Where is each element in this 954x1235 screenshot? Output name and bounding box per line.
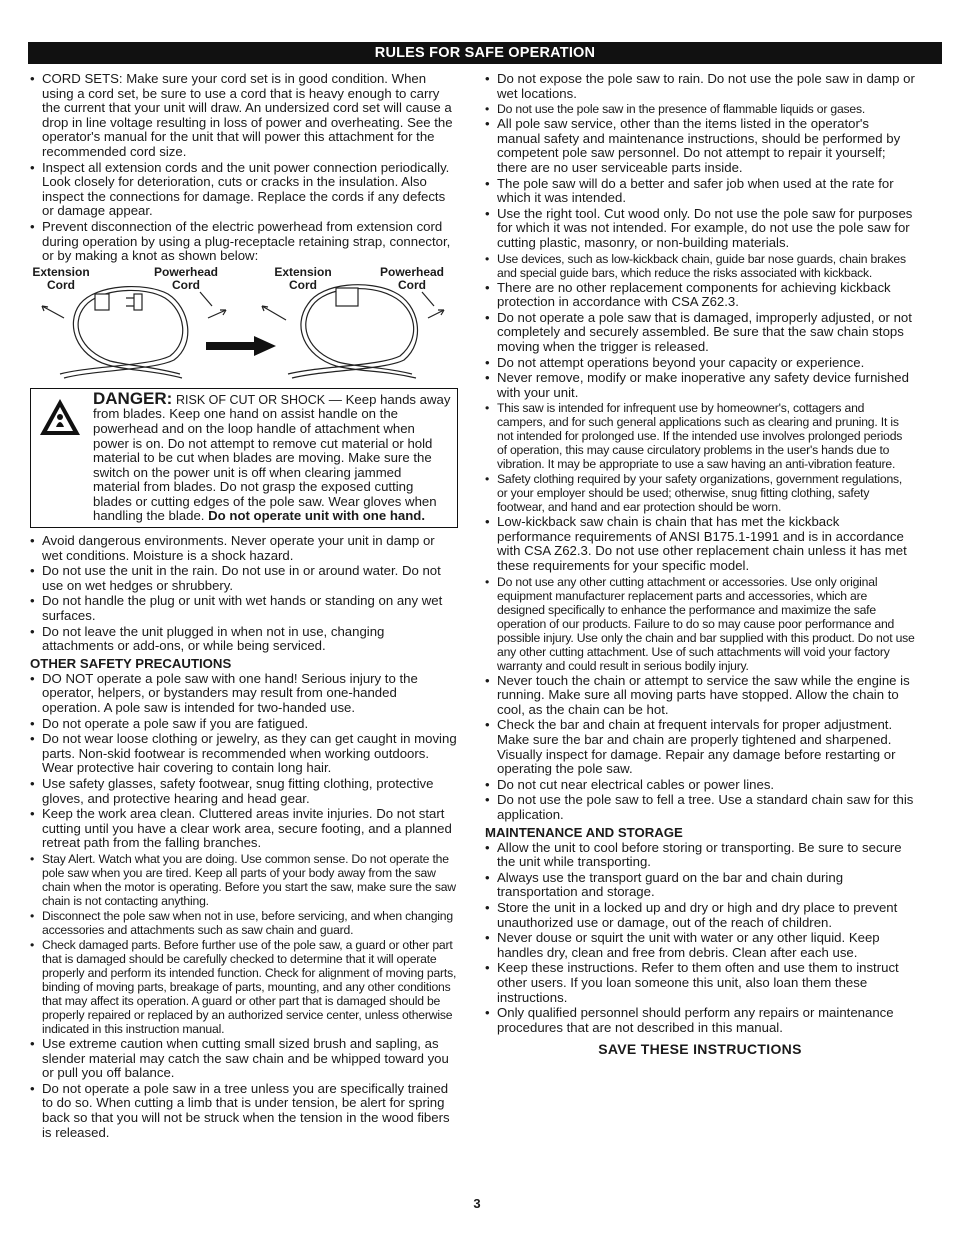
danger-warning-box (30, 388, 458, 528)
left-column (30, 72, 458, 1141)
right-list (485, 72, 915, 823)
after-danger-list (30, 534, 458, 654)
other-safety-heading: OTHER SAFETY PRECAUTIONS (30, 655, 232, 671)
label-powerhead-cord-1: Powerhead Cord (153, 264, 219, 292)
list-item: • There are no other replacement components for achieving kickback protection in accordance with CSA Z62.3. (485, 281, 915, 310)
list-item: • Store the unit in a locked up and dry or high and dry place to prevent unauthorized use or damage, out of the reach of children. (485, 901, 915, 930)
label-powerhead-cord-2: Powerhead Cord (379, 264, 445, 292)
intro-list (30, 72, 458, 264)
cord-knot-illustration (30, 266, 458, 384)
cord-knot-figure (30, 266, 458, 384)
maintenance-heading: MAINTENANCE AND STORAGE (485, 824, 683, 840)
danger-body: — Keep hands away from blades. Keep one hand on assist handle on the powerhead and on the loop handle of attachment when power is on. Do not attempt to remove cut material or hold material to be cut when blades are moving. Make sure the switch on the power unit is off when clearing jammed material from blades. Do not grasp the exposed cutting blades or cutting edges of the pole saw. Wear gloves when handling the blade. (93, 391, 451, 524)
list-item: • Keep these instructions. Refer to them often and use them to instruct other users. If you loan someone this unit, also loan them these instructions. (485, 961, 915, 1005)
danger-title: DANGER: (93, 388, 173, 408)
list-item: • Low-kickback saw chain is chain that has met the kickback performance requirements of ANSI B175.1-1991 and is in accordance with CSA Z62.3. Do not use other replacement chain unless it has met these requirements for your specific model. (485, 515, 915, 573)
label-extension-cord-2: Extension Cord (274, 264, 332, 292)
list-item: • Do not expose the pole saw to rain. Do not use the pole saw in damp or wet locations. (485, 72, 915, 101)
arrow-right-icon (206, 336, 276, 356)
section-title-banner: RULES FOR SAFE OPERATION (28, 42, 942, 64)
list-item: • The pole saw will do a better and safer job when used at the rate for which it was intended. (485, 177, 915, 206)
list-item: • Use devices, such as low-kickback chain, guide bar nose guards, chain brakes and special guide bars, which reduce the risks associated with kickback. (485, 252, 915, 280)
list-item: • Never douse or squirt the unit with water or any other liquid. Keep handles dry, clean and free from debris. Clean after each use. (485, 931, 915, 960)
list-item: • All pole saw service, other than the items listed in the operator's manual safety and maintenance instructions, should be performed by competent pole saw personnel. Do not attempt to repair it yourself; there are no user serviceable parts inside. (485, 117, 915, 175)
maintenance-list (485, 841, 915, 1036)
list-item: • Do not attempt operations beyond your capacity or experience. (485, 356, 915, 371)
list-item: • Disconnect the pole saw when not in use, before servicing, and when changing accessories and attachments such as saw chain and guard. (30, 909, 458, 937)
warning-triangle-icon (39, 397, 81, 437)
other-safety-list (30, 672, 458, 1140)
list-item: • Do not use the unit in the rain. Do not use in or around water. Do not use on wet hedges or shrubbery. (30, 564, 458, 593)
list-item: • Prevent disconnection of the electric powerhead from extension cord during operation by using a plug-receptacle retaining strap, connector, or by making a knot as shown below: (30, 220, 458, 264)
list-item: • Avoid dangerous environments. Never operate your unit in damp or wet conditions. Moisture is a shock hazard. (30, 534, 458, 563)
list-item: • Keep the work area clean. Cluttered areas invite injuries. Do not start cutting until you have a clear work area, secure footing, and a planned retreat path from the falling branches. (30, 807, 458, 851)
list-item: • Do not operate a pole saw in a tree unless you are specifically trained to do so. When cutting a limb that is under tension, be alert for spring back so that you will not be struck when the tension in the wood fibers is released. (30, 1082, 458, 1140)
list-item: • Do not operate a pole saw that is damaged, improperly adjusted, or not completely and securely assembled. Be sure that the saw chain stops moving when the trigger is released. (485, 311, 915, 355)
danger-bold-warning: Do not operate unit with one hand. (208, 508, 425, 524)
page-number: 3 (473, 1196, 481, 1211)
list-item: • Use safety glasses, safety footwear, snug fitting clothing, protective gloves, and protective hearing and head gear. (30, 777, 458, 806)
list-item: • Allow the unit to cool before storing or transporting. Be sure to secure the unit while transporting. (485, 841, 915, 870)
right-column (485, 72, 915, 1057)
list-item: • Check damaged parts. Before further use of the pole saw, a guard or other part that is damaged should be carefully checked to determine that it will operate properly and perform its intended function. Check for alignment of moving parts, binding of moving parts, breakage of parts, mounting, and any other conditions that may affect its operation. A guard or other part that is damaged should be properly repaired or replaced by an authorized service center, unless otherwise indicated in this instruction manual. (30, 938, 458, 1036)
list-item: • Do not handle the plug or unit with wet hands or standing on any wet surfaces. (30, 594, 458, 623)
list-item: • Never touch the chain or attempt to service the saw while the engine is running. Make sure all moving parts have stopped. Allow the chain to cool, as the chain can be hot. (485, 674, 915, 718)
list-item: • Inspect all extension cords and the unit power connection periodically. Look closely for deterioration, cuts or cracks in the insulation. Also inspect the connections for damage. Replace the cords if any defects or damage appear. (30, 161, 458, 219)
list-item: • Do not wear loose clothing or jewelry, as they can get caught in moving parts. Non-skid footwear is recommended when working outdoors. Wear protective hair covering to contain long hair. (30, 732, 458, 776)
list-item: • Use extreme caution when cutting small sized brush and sapling, as slender material may catch the saw chain and be whipped toward you or pull you off balance. (30, 1037, 458, 1081)
list-item: • Do not use any other cutting attachment or accessories. Use only original equipment manufacturer replacement parts and accessories, which are designed specifically to enhance the performance and maximize the safe operation of our products. Failure to do so may cause poor performance and possible injury. Use only the chain and bar supplied with this product. Do not use any other cutting attachment. Use of such attachments will void your factory warranty and could result in serious bodily injury. (485, 575, 915, 673)
list-item: • Do not cut near electrical cables or power lines. (485, 778, 915, 793)
list-item: • Only qualified personnel should perform any repairs or maintenance procedures that are not described in this manual. (485, 1006, 915, 1035)
list-item: • DO NOT operate a pole saw with one hand! Serious injury to the operator, helpers, or bystanders may result from one-handed operation. A pole saw is intended for two-handed use. (30, 672, 458, 716)
list-item: • CORD SETS: Make sure your cord set is in good condition. When using a cord set, be sure to use a cord that is heavy enough to carry the current that your unit will draw. An undersized cord set will cause a drop in line voltage resulting in loss of power and overheating. See the operator's manual for the unit that will power this attachment for the recommended cord size. (30, 72, 458, 160)
list-item: • Use the right tool. Cut wood only. Do not use the pole saw for purposes for which it was not intended. For example, do not use the pole saw for cutting plastic, masonry, or non-building materials. (485, 207, 915, 251)
list-item: • This saw is intended for infrequent use by homeowner's, cottagers and campers, and for such general applications such as clearing and pruning. It is not intended for prolonged use. If the intended use involves prolonged periods of operation, this may cause circulatory problems in the user's hands due to vibration. It may be appropriate to use a saw having an anti-vibration feature. (485, 401, 915, 471)
list-item: • Always use the transport guard on the bar and chain during transportation and storage. (485, 871, 915, 900)
danger-caption: RISK OF CUT OR SHOCK (176, 392, 326, 407)
list-item: • Do not operate a pole saw if you are fatigued. (30, 717, 458, 732)
save-instructions-heading: SAVE THESE INSTRUCTIONS (598, 1041, 802, 1058)
list-item: • Never remove, modify or make inoperative any safety device furnished with your unit. (485, 371, 915, 400)
list-item: • Stay Alert. Watch what you are doing. Use common sense. Do not operate the pole saw when you are tired. Keep all parts of your body away from the saw chain when the motor is operating. Before you start the saw, make sure the saw chain is not contacting anything. (30, 852, 458, 908)
label-extension-cord-1: Extension Cord (32, 264, 90, 292)
list-item: • Do not use the pole saw in the presence of flammable liquids or gases. (485, 102, 915, 116)
list-item: • Safety clothing required by your safety organizations, government regulations, or your employer should be used; otherwise, snug fitting clothing, safety footwear, and hand and ear protection should be worn. (485, 472, 915, 514)
list-item: • Do not leave the unit plugged in when not in use, changing attachments or add-ons, or while being serviced. (30, 625, 458, 654)
list-item: • Do not use the pole saw to fell a tree. Use a standard chain saw for this application. (485, 793, 915, 822)
list-item: • Check the bar and chain at frequent intervals for proper adjustment. Make sure the bar and chain are properly tightened and sharpened. Visually inspect for damage. Repair any damage before restarting or operating the pole saw. (485, 718, 915, 776)
